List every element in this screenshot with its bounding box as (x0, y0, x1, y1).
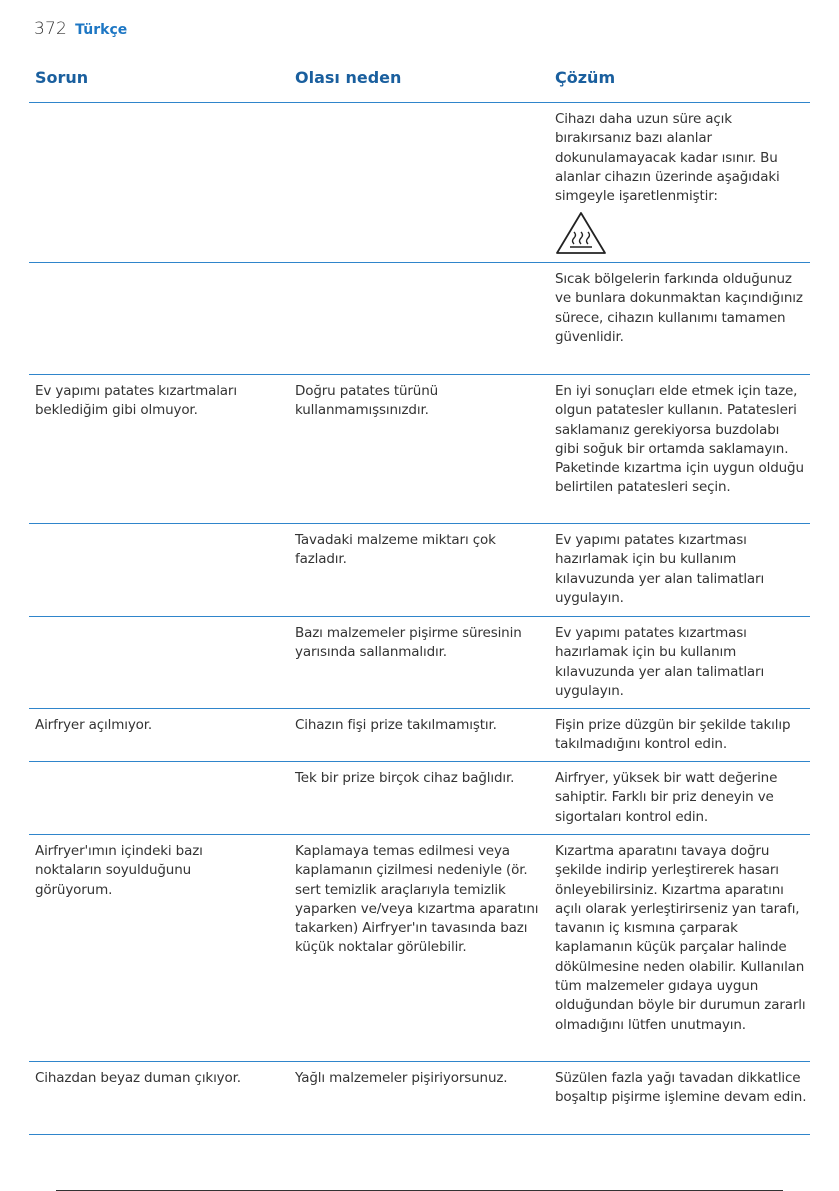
solution-cell: Kızartma aparatını tavaya doğru şekilde indirip yerleştirerek hasarı önleyebilirsiniz. Kızartma aparatını açılı olarak yerleştirirseniz yan tarafı, tavanın iç kısmına çarparak kaplamanın küçük parçalar halinde dökülmesine neden olabilir. Kullanılan tüm malzemeler gıdaya uygun olduğundan böyle bir durumun zararlı olmadığını lütfen unutmayın. (555, 843, 806, 1033)
table-header (29, 64, 810, 103)
solution-cell: Ev yapımı patates kızartması hazırlamak için bu kullanım kılavuzunda yer alan talimatları uygulayın. (555, 532, 765, 606)
problem-cell: Ev yapımı patates kızartmaları beklediğim gibi olmuyor. (35, 383, 237, 419)
page-header (34, 19, 127, 43)
language-label: Türkçe (75, 22, 128, 38)
table-row (29, 263, 810, 375)
problem-cell: Airfryer'ımın içindeki bazı noktaların soyulduğunu görüyorum. (35, 843, 203, 898)
table-row (29, 617, 810, 709)
cause-cell: Tavadaki malzeme miktarı çok fazladır. (295, 532, 496, 568)
cause-cell: Doğru patates türünü kullanmamışsınızdır. (295, 383, 439, 419)
solution-cell: Sıcak bölgelerin farkında olduğunuz ve bunlara dokunmaktan kaçındığınız sürece, cihazın kullanımı tamamen güvenlidir. (555, 271, 803, 345)
table-row (29, 709, 810, 762)
column-header-solution: Çözüm (555, 68, 616, 87)
column-header-problem: Sorun (35, 68, 89, 87)
table-row (29, 1062, 810, 1135)
cause-cell: Bazı malzemeler pişirme süresinin yarısında sallanmalıdır. (295, 625, 522, 661)
cause-cell: Tek bir prize birçok cihaz bağlıdır. (295, 770, 515, 786)
solution-cell: Süzülen fazla yağı tavadan dikkatlice boşaltıp pişirme işlemine devam edin. (555, 1070, 807, 1106)
column-header-cause: Olası neden (295, 68, 402, 87)
problem-cell: Airfryer açılmıyor. (35, 717, 153, 733)
cause-cell: Kaplamaya temas edilmesi veya kaplamanın çizilmesi nedeniyle (ör. sert temizlik araçlarıyla temizlik yaparken ve/veya kızartma aparatını takarken) Airfryer'ın tavasında bazı küçük noktalar görülebilir. (295, 843, 539, 956)
solution-cell: Airfryer, yüksek bir watt değerine sahiptir. Farklı bir priz deneyin ve sigortaları kontrol edin. (555, 770, 778, 825)
solution-cell: En iyi sonuçları elde etmek için taze, olgun patatesler kullanın. Patatesleri saklamanız gerekiyorsa buzdolabı gibi soğuk bir ortamda saklamayın. Paketinde kızartma için uygun olduğu belirtilen patatesleri seçin. (555, 383, 804, 496)
solution-cell: Cihazı daha uzun süre açık bırakırsanız bazı alanlar dokunulamayacak kadar ısınır. Bu alanlar cihazın üzerinde aşağıdaki simgeyle işaretlenmiştir: (555, 111, 780, 205)
cause-cell: Cihazın fişi prize takılmamıştır. (295, 717, 497, 733)
table-row (29, 762, 810, 835)
table-row (29, 835, 810, 1062)
page-number: 372 (34, 19, 68, 39)
hot-surface-warning-icon (554, 210, 608, 256)
cause-cell: Yağlı malzemeler pişiriyorsunuz. (295, 1070, 508, 1086)
table-row (29, 524, 810, 617)
table-row (29, 103, 810, 263)
table-row (29, 375, 810, 524)
solution-cell: Fişin prize düzgün bir şekilde takılıp takılmadığını kontrol edin. (555, 717, 791, 753)
solution-cell: Ev yapımı patates kızartması hazırlamak için bu kullanım kılavuzunda yer alan talimatları uygulayın. (555, 625, 765, 699)
problem-cell: Cihazdan beyaz duman çıkıyor. (35, 1070, 241, 1086)
